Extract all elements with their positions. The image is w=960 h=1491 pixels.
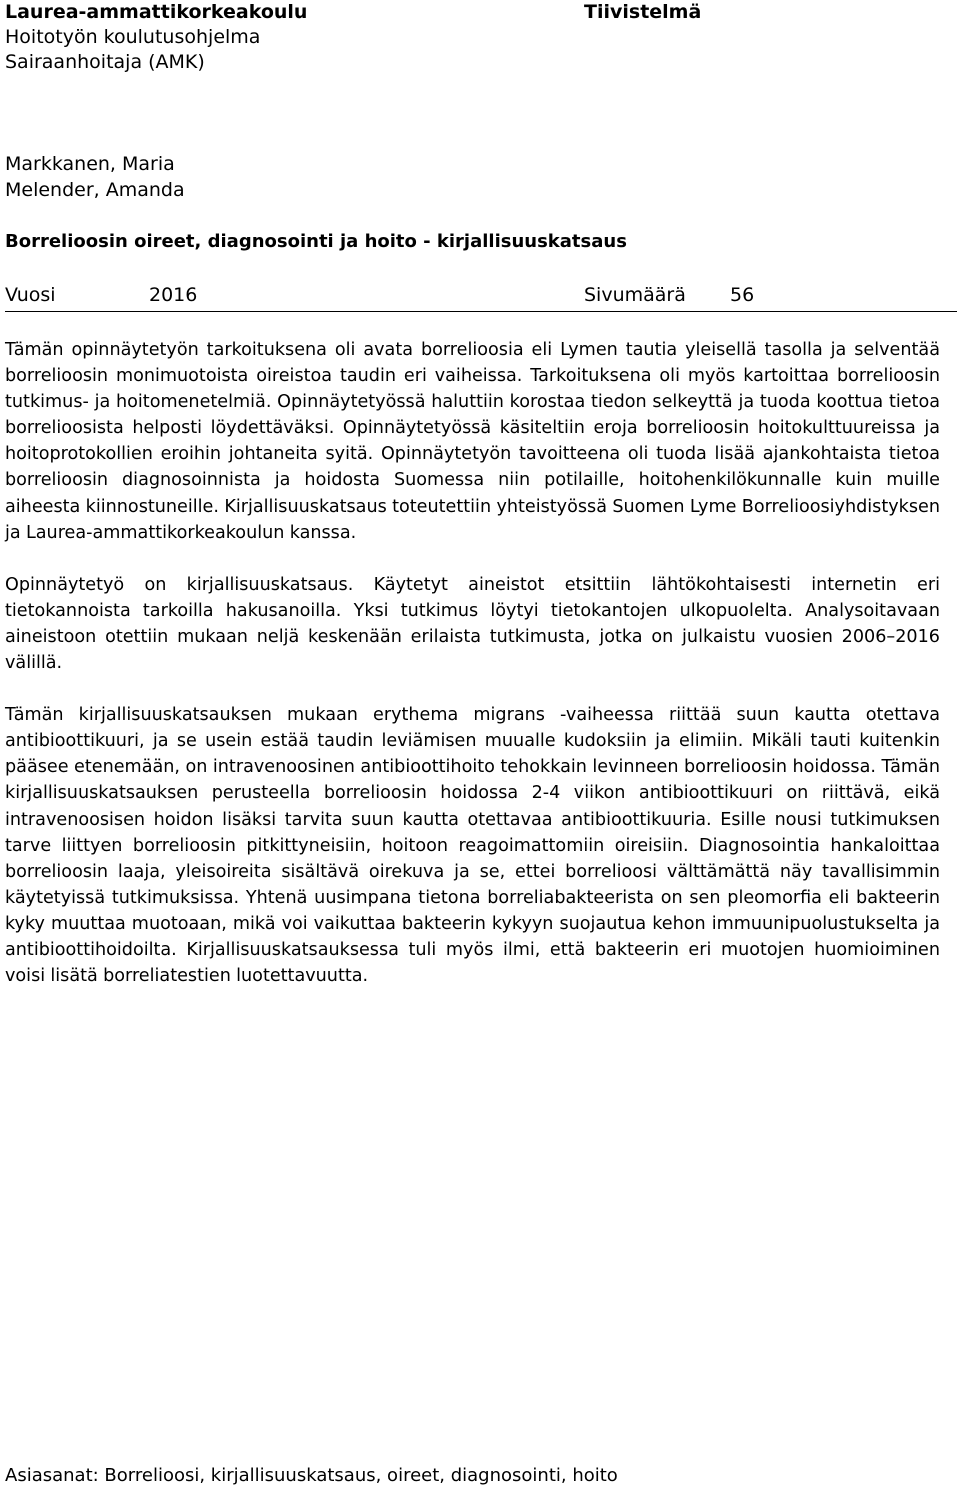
degree-name: Sairaanhoitaja (AMK) <box>5 51 205 73</box>
author-name: Melender, Amanda <box>5 179 185 201</box>
abstract-paragraph: Opinnäytetyö on kirjallisuuskatsaus. Käytetyt aineistot etsittiin lähtökohtaisesti internetin eri tietokannoista tarkoilla hakusanoilla. Yksi tutkimus löytyi tietokantojen ulkopuolelta. Analysoitavaan aineistoon otettiin mukaan neljä keskenään erilaista tutkimusta, jotka on julkaistu vuosien 2006–2016 välillä. <box>5 574 940 674</box>
meta-row <box>5 283 957 312</box>
programme-name: Hoitotyön koulutusohjelma <box>5 26 261 48</box>
institution-name: Laurea-ammattikorkeakoulu <box>5 1 308 23</box>
keywords-line: Asiasanat: Borrelioosi, kirjallisuuskatsaus, oireet, diagnosointi, hoito <box>5 1465 618 1486</box>
author-list <box>5 151 185 203</box>
abstract-paragraph: Tämän kirjallisuuskatsauksen mukaan erythema migrans -vaiheessa riittää suun kautta otettava antibioottikuuri, ja se usein estää taudin leviämisen muualle kudoksiin ja elimiin. Mikäli tauti kuitenkin pääsee etenemään, on intravenoosinen antibioottihoito tehokkain levinneen borrelioosin hoidossa. Tämän kirjallisuuskatsauksen perusteella borrelioosin hoidossa 2-4 viikon antibioottikuuri on riittävä, eikä intravenoosisen hoidon lisäksi tarvita suun kautta otettavaa antibioottikuuria. Esille nousi tutkimuksen tarve liittyen borrelioosin pitkittyneisiin, hoitoon reagoimattomiin oireisiin. Diagnosointia hankaloittaa borrelioosin laaja, yleisoireita sisältävä oirekuva ja se, ettei borrelioosi välttämättä näy tavallisimmin käytetyissä tutkimuksissa. Yhtenä uusimpana tietona borreliabakteerista on sen pleomorfia eli bakteerin kyky muuttaa muotoaan, mikä voi vaikuttaa bakteerin kykyyn suojautua kehon immuunipuolustukselta ja antibioottihoidoilta. Kirjallisuuskatsauksessa tuli myös ilmi, että bakteerin eri muotojen huomioiminen voisi lisätä borreliatestien luotettavuutta. <box>5 705 940 987</box>
page-count-label: Sivumäärä <box>584 284 686 306</box>
page-count-value: 56 <box>730 284 755 306</box>
year-value: 2016 <box>149 284 198 306</box>
author-name: Markkanen, Maria <box>5 153 175 175</box>
year-label: Vuosi <box>5 284 56 306</box>
document-type: Tiivistelmä <box>584 1 702 23</box>
thesis-title: Borrelioosin oireet, diagnosointi ja hoito - kirjallisuuskatsaus <box>5 231 627 252</box>
header-block <box>5 0 307 75</box>
abstract-paragraph: Tämän opinnäytetyön tarkoituksena oli avata borrelioosia eli Lymen tautia yleisellä tasolla ja selventää borrelioosin monimuotoista oireistoa taudin eri vaiheissa. Tarkoituksena oli myös kartoittaa borrelioosin tutkimus- ja hoitomenetelmiä. Opinnäytetyössä haluttiin korostaa tiedon selkeyttä ja tuoda koottua tietoa borrelioosista helposti löydettäväksi. Opinnäytetyössä käsiteltiin eroja borrelioosin hoitokulttuureissa ja hoitoprotokollien eroihin johtaneita syitä. Opinnäytetyön tavoitteena oli tuoda lisää ajankohtaista tietoa borrelioosin diagnosoinnista ja hoidosta Suomessa niin potilaille, hoitohenkilökunnalle kuin muille aiheesta kiinnostuneille. Kirjallisuuskatsaus toteutettiin yhteistyössä Suomen Lyme Borrelioosiyhdistyksen ja Laurea-ammattikorkeakoulun kanssa. <box>5 340 940 543</box>
abstract-body <box>5 337 940 989</box>
